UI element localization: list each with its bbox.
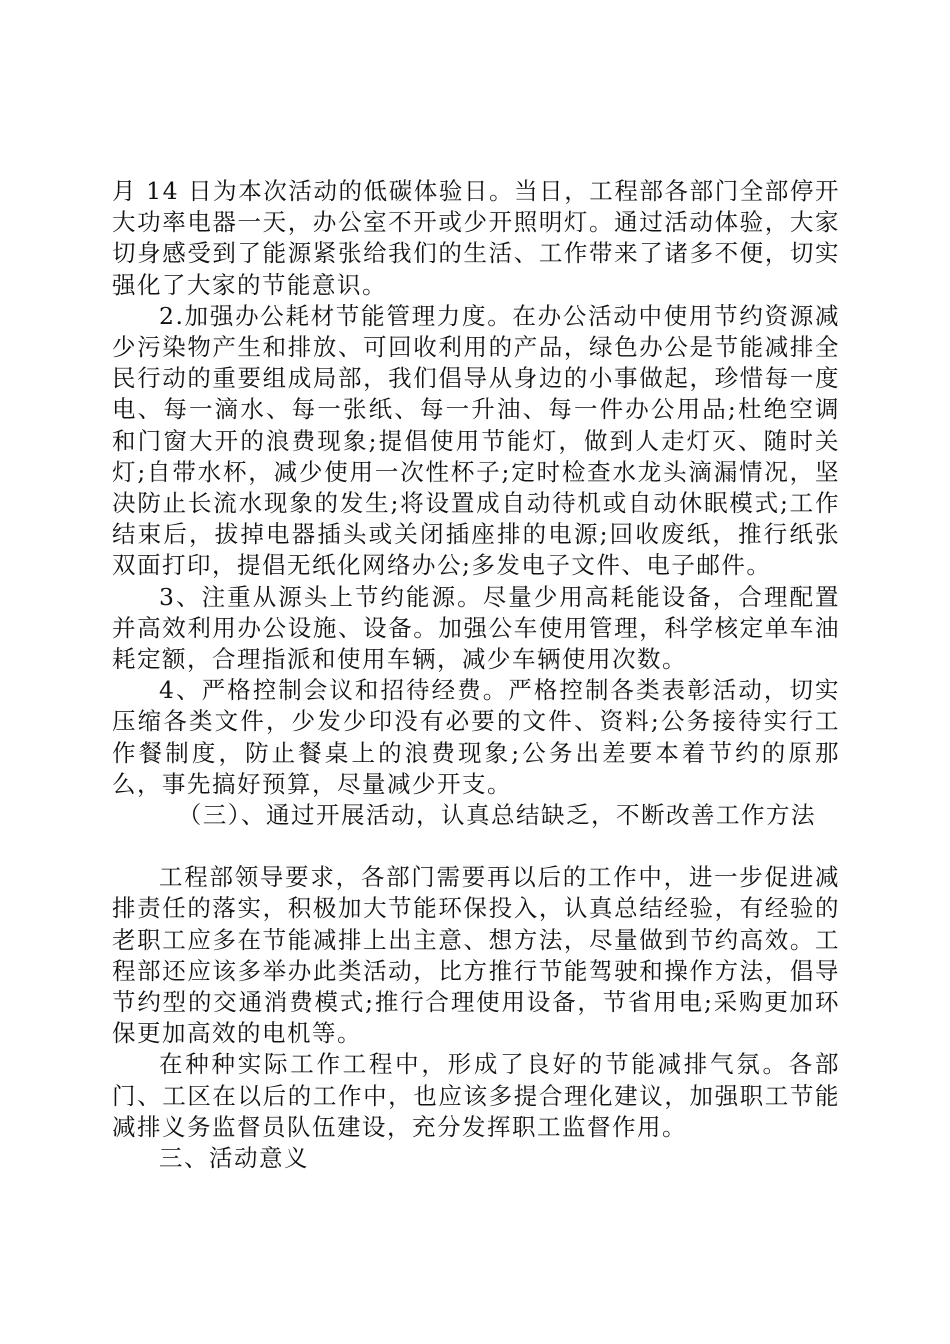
document-body	[112, 176, 840, 1174]
section-heading-summary: （三）、通过开展活动，认真总结缺乏，不断改善工作方法	[177, 801, 817, 830]
paragraph-atmosphere: 在种种实际工作工程中，形成了良好的节能减排气氛。各部门、工区在以后的工作中，也应该多提合理化建议，加强职工节能减排义务监督员队伍建设，充分发挥职工监督作用。	[112, 1050, 840, 1141]
paragraph-energy-source: 3、注重从源头上节约能源。尽量少用高耗能设备，合理配置并高效利用办公设施、设备。加强公车使用管理，科学核定单车油耗定额，合理指派和使用车辆，减少车辆使用次数。	[112, 582, 840, 674]
paragraph-meeting-expenses: 4、严格控制会议和招待经费。严格控制各类表彰活动，切实压缩各类文件，少发少印没有必要的文件、资料;公务接待实行工作餐制度，防止餐桌上的浪费现象;公务出差要本着节约的原那么，事先搞好预算，尽量减少开支。	[112, 676, 840, 798]
paragraph-low-carbon-day: 月 14 日为本次活动的低碳体验日。当日，工程部各部门全部停开大功率电器一天，办公室不开或少开照明灯。通过活动体验，大家切身感受到了能源紧张给我们的生活、工作带来了诸多不便，切实强化了大家的节能意识。	[112, 177, 840, 299]
paragraph-spacer	[112, 831, 840, 862]
section-heading-significance: 三、活动意义	[159, 1144, 309, 1173]
paragraph-leadership-requirements: 工程部领导要求，各部门需要再以后的工作中，进一步促进减排责任的落实，积极加大节能环保投入，认真总结经验，有经验的老职工应多在节能减排上出主意、想方法，尽量做到节约高效。工程部还应该多举办此类活动，比方推行节能驾驶和操作方法，倡导节约型的交通消费模式;推行合理使用设备，节省用电;采购更加环保更加高效的电机等。	[112, 863, 840, 1048]
paragraph-office-supplies: 2.加强办公耗材节能管理力度。在办公活动中使用节约资源减少污染物产生和排放、可回收利用的产品，绿色办公是节能减排全民行动的重要组成局部，我们倡导从身边的小事做起，珍惜每一度电、每一滴水、每一张纸、每一升油、每一件办公用品;杜绝空调和门窗大开的浪费现象;提倡使用节能灯，做到人走灯灭、随时关灯;自带水杯，减少使用一次性杯子;定时检查水龙头滴漏情况，坚决防止长流水现象的发生;将设置成自动待机或自动休眠模式;工作结束后，拔掉电器插头或关闭插座排的电源;回收废纸，推行纸张双面打印，提倡无纸化网络办公;多发电子文件、电子邮件。	[112, 301, 840, 580]
